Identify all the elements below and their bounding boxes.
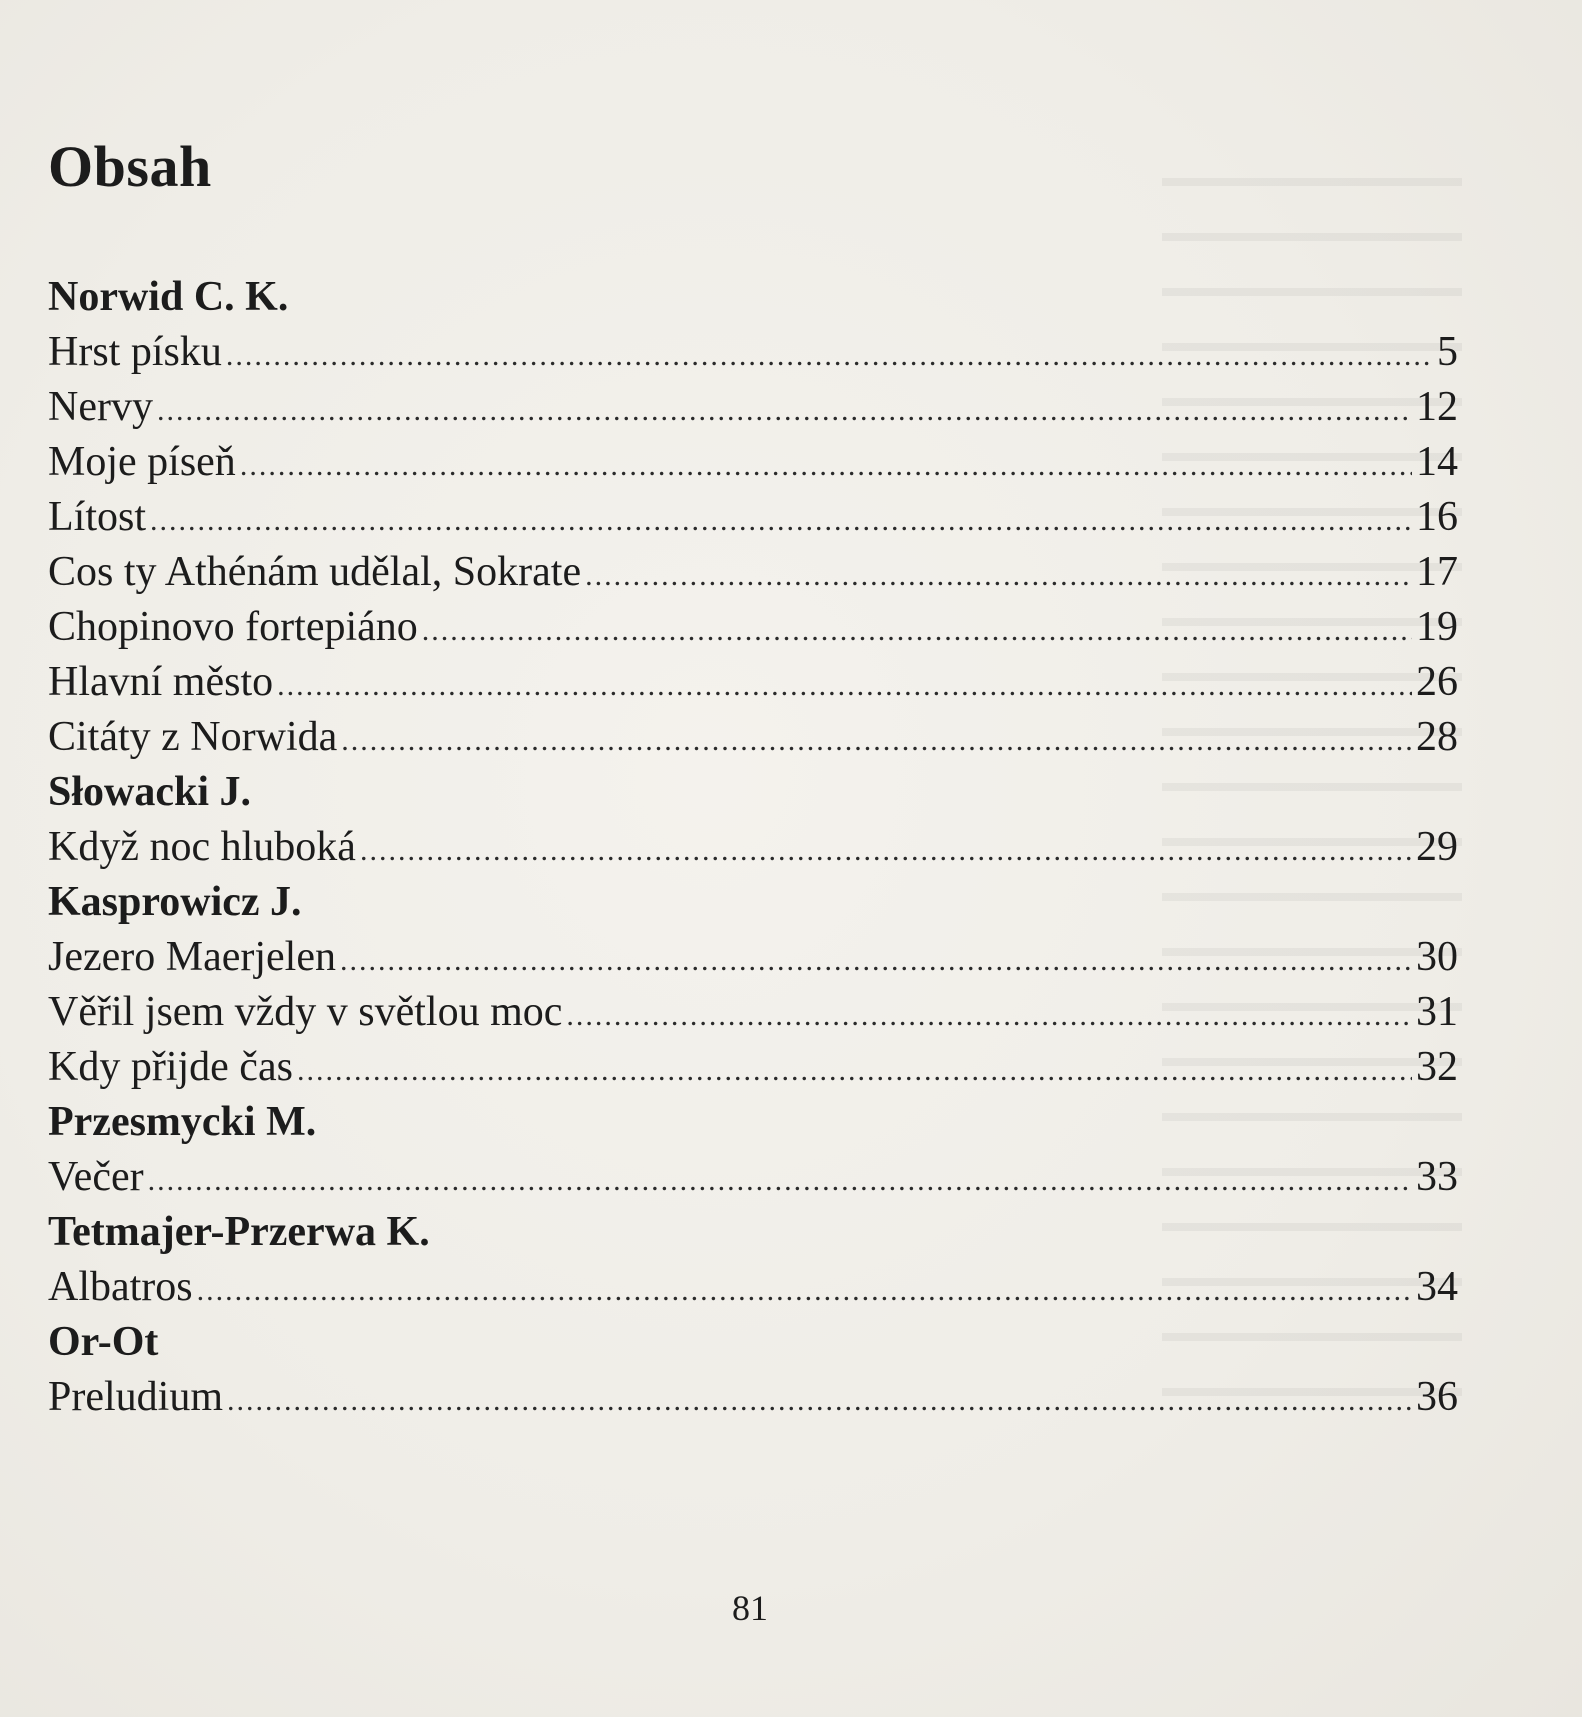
dot-leader [157, 383, 1412, 438]
toc-entry-page: 14 [1416, 439, 1458, 485]
dot-leader [227, 1373, 1412, 1428]
toc-entry [48, 655, 1458, 710]
toc-entry [48, 1370, 1458, 1425]
toc-entry-title: Hrst písku [48, 329, 222, 375]
dot-leader [297, 1043, 1412, 1098]
toc-entry-page: 16 [1416, 494, 1458, 540]
toc-entry-page: 36 [1416, 1374, 1458, 1420]
dot-leader [148, 1153, 1412, 1208]
toc-entry-title: Citáty z Norwida [48, 714, 338, 760]
toc-entry [48, 325, 1458, 380]
toc-entry [48, 930, 1458, 985]
toc-entry-title: Kdy přijde čas [48, 1044, 293, 1090]
toc-entry-page: 33 [1416, 1154, 1458, 1200]
dot-leader [197, 1263, 1412, 1318]
toc-entry-page: 28 [1416, 714, 1458, 760]
toc-entry [48, 545, 1458, 600]
toc-entry-title: Chopinovo fortepiáno [48, 604, 418, 650]
toc-entry [48, 435, 1458, 490]
dot-leader [340, 933, 1412, 988]
toc-entry-title: Nervy [48, 384, 153, 430]
page-number: 81 [732, 1588, 768, 1628]
toc-entry-page: 31 [1416, 989, 1458, 1035]
toc-entry [48, 710, 1458, 765]
toc-entry-title: Albatros [48, 1264, 193, 1310]
dot-leader [240, 438, 1412, 493]
toc-entry [48, 985, 1458, 1040]
toc-entry [48, 600, 1458, 655]
dot-leader [566, 988, 1412, 1043]
toc-entry-title: Cos ty Athénám udělal, Sokrate [48, 549, 582, 595]
toc-author: Przesmycki M. [48, 1099, 317, 1145]
dot-leader [150, 493, 1412, 548]
toc-entry-page: 34 [1416, 1264, 1458, 1310]
toc-entry-page: 30 [1416, 934, 1458, 980]
toc-entry-title: Hlavní město [48, 659, 274, 705]
toc-entry-title: Lítost [48, 494, 147, 540]
toc-entry [48, 1040, 1458, 1095]
toc-entry-title: Jezero Maerjelen [48, 934, 336, 980]
toc-entry [48, 820, 1458, 875]
dot-leader [422, 603, 1412, 658]
dot-leader [360, 823, 1412, 878]
dot-leader [341, 713, 1412, 768]
toc-entry [48, 490, 1458, 545]
toc-author: Kasprowicz J. [48, 879, 302, 925]
toc-author: Tetmajer-Przerwa K. [48, 1209, 430, 1255]
toc-entry-title: Věřil jsem vždy v světlou moc [48, 989, 563, 1035]
toc-entry-page: 5 [1437, 329, 1458, 375]
toc-entry-page: 32 [1416, 1044, 1458, 1090]
toc-entry-page: 19 [1416, 604, 1458, 650]
toc-entry [48, 1260, 1458, 1315]
toc-entry-page: 17 [1416, 549, 1458, 595]
dot-leader [226, 328, 1433, 383]
toc-entry [48, 380, 1458, 435]
table-of-contents [48, 270, 1458, 1425]
toc-entry-page: 12 [1416, 384, 1458, 430]
toc-entry-title: Preludium [48, 1374, 223, 1420]
toc-author: Norwid C. K. [48, 274, 289, 320]
toc-entry-title: Moje píseň [48, 439, 236, 485]
toc-entry-title: Když noc hluboká [48, 824, 356, 870]
toc-entry-page: 26 [1416, 659, 1458, 705]
dot-leader [585, 548, 1412, 603]
page-title: Obsah [48, 134, 212, 199]
toc-entry-page: 29 [1416, 824, 1458, 870]
toc-author: Słowacki J. [48, 769, 252, 815]
toc-entry-title: Večer [48, 1154, 144, 1200]
dot-leader [277, 658, 1412, 713]
toc-entry [48, 1150, 1458, 1205]
toc-author: Or-Ot [48, 1319, 159, 1365]
